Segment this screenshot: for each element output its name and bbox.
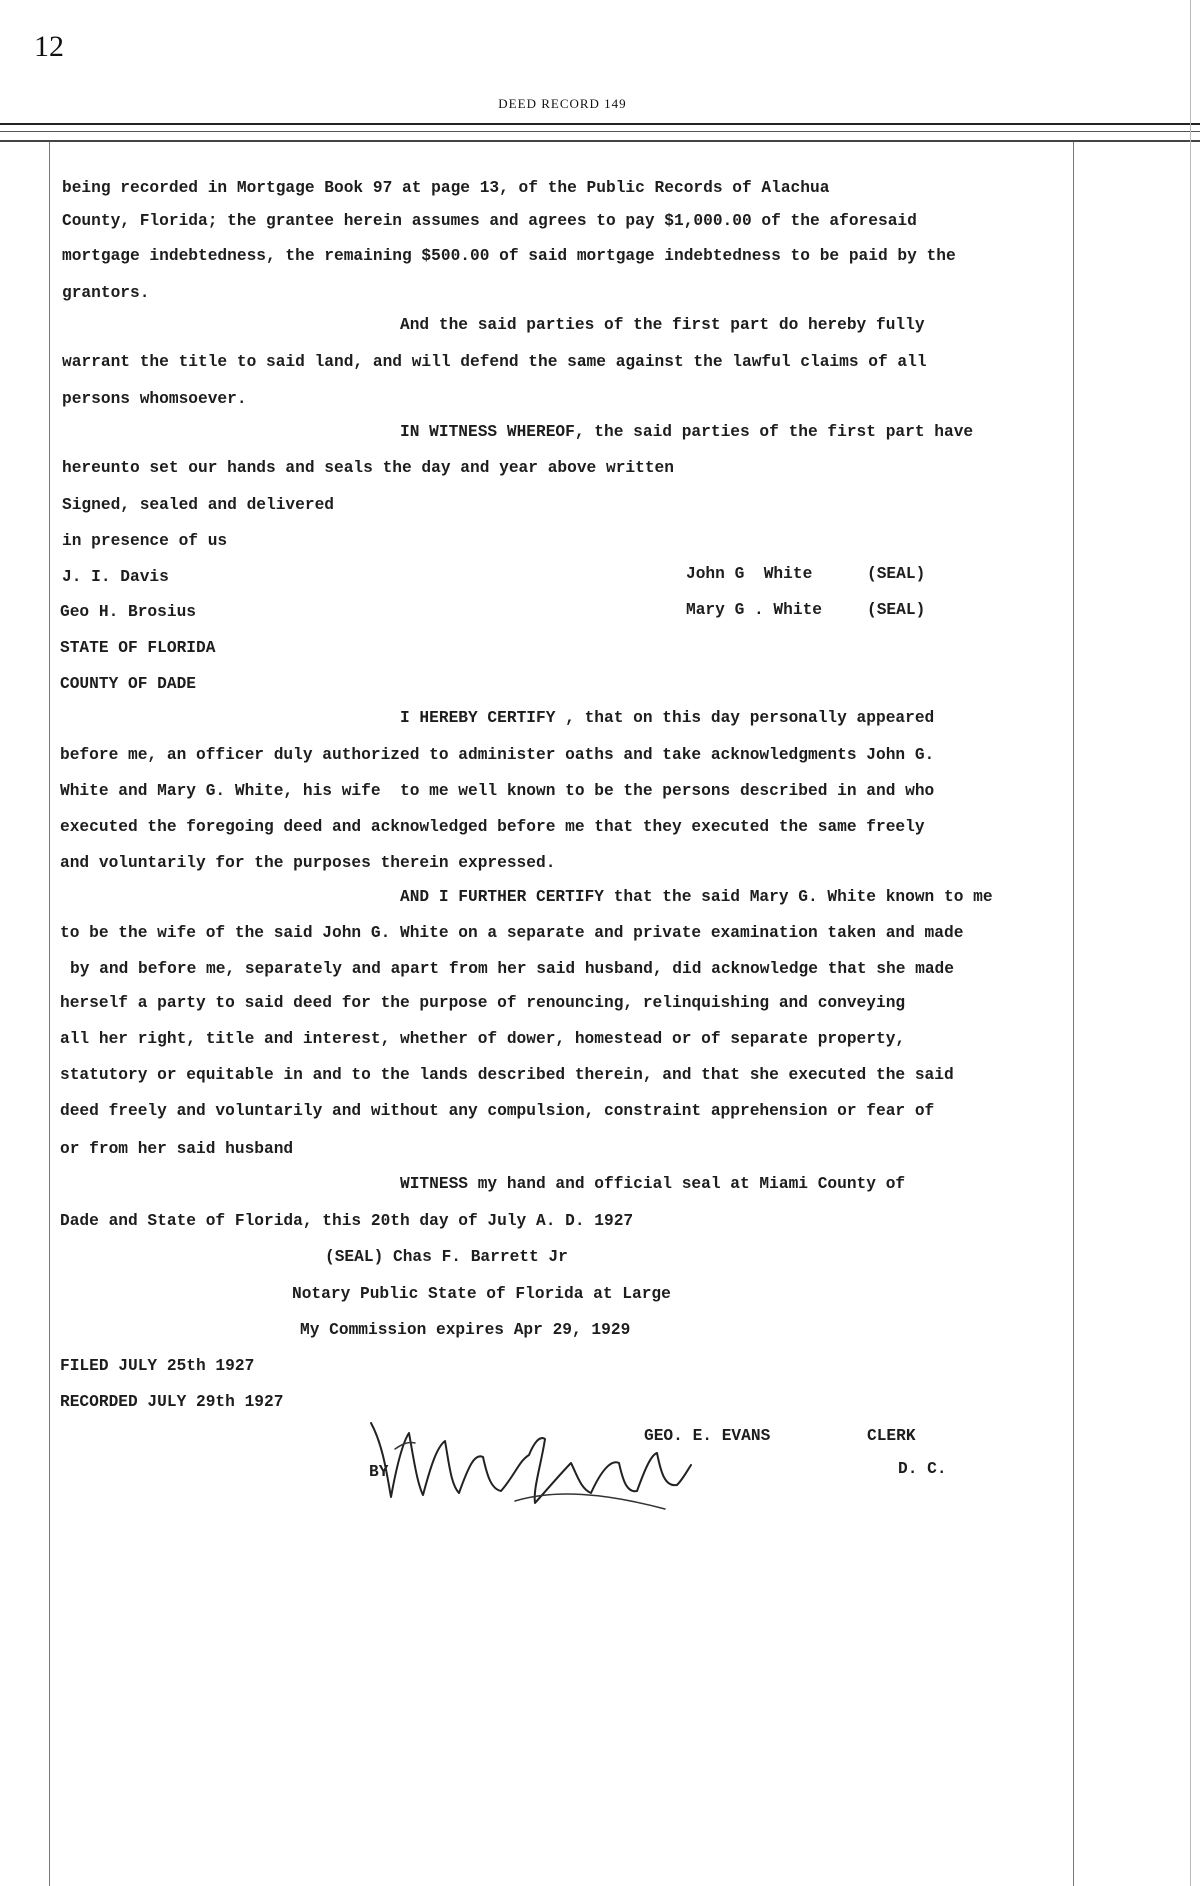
clerk-title: CLERK <box>867 1427 916 1445</box>
margin-line-left <box>49 142 50 1886</box>
text-line: herself a party to said deed for the purpose of renouncing, relinquishing and conveying <box>60 994 906 1012</box>
notary-seal-line: (SEAL) Chas F. Barrett Jr <box>325 1248 568 1266</box>
witness-name: Geo H. Brosius <box>60 603 196 621</box>
by-label: BY <box>369 1463 389 1481</box>
text-line: mortgage indebtedness, the remaining $500.00 of said mortgage indebtedness to be paid by the <box>62 247 956 265</box>
text-line: in presence of us <box>62 532 228 550</box>
text-line: White and Mary G. White, his wife to me well known to be the persons described in and who <box>60 782 935 800</box>
recorded-date: RECORDED JULY 29th 1927 <box>60 1393 284 1411</box>
text-line: Signed, sealed and delivered <box>62 496 334 514</box>
clerk-name: GEO. E. EVANS <box>644 1427 771 1445</box>
text-line: IN WITNESS WHEREOF, the said parties of the first part have <box>400 423 974 441</box>
text-line: County, Florida; the grantee herein assumes and agrees to pay $1,000.00 of the aforesaid <box>62 212 917 230</box>
notary-commission-line: My Commission expires Apr 29, 1929 <box>300 1321 631 1339</box>
witness-name: J. I. Davis <box>62 568 169 586</box>
text-line: before me, an officer duly authorized to administer oaths and take acknowledgments John G. <box>60 746 935 764</box>
text-line: Dade and State of Florida, this 20th day of July A. D. 1927 <box>60 1212 634 1230</box>
filed-date: FILED JULY 25th 1927 <box>60 1357 255 1375</box>
text-line: COUNTY OF DADE <box>60 675 196 693</box>
signer-name: John G White <box>686 565 813 583</box>
text-line: or from her said husband <box>60 1140 294 1158</box>
margin-line-right <box>1073 142 1074 1886</box>
text-line: deed freely and voluntarily and without any compulsion, constraint apprehension or fear of <box>60 1102 935 1120</box>
text-line: and voluntarily for the purposes therein expressed. <box>60 854 556 872</box>
text-line: WITNESS my hand and official seal at Miami County of <box>400 1175 906 1193</box>
signer-name: Mary G . White <box>686 601 822 619</box>
header-rule <box>0 131 1200 132</box>
text-line: persons whomsoever. <box>62 390 247 408</box>
text-line: warrant the title to said land, and will defend the same against the lawful claims of all <box>62 353 927 371</box>
deputy-clerk-label: D. C. <box>898 1460 947 1478</box>
text-line: AND I FURTHER CERTIFY that the said Mary G. White known to me <box>400 888 993 906</box>
text-line: executed the foregoing deed and acknowledged before me that they executed the same freely <box>60 818 925 836</box>
text-line: to be the wife of the said John G. White on a separate and private examination taken and made <box>60 924 964 942</box>
signer-seal: (SEAL) <box>867 601 926 619</box>
page-number: 12 <box>34 30 64 63</box>
deputy-signature-icon <box>365 1405 695 1515</box>
page-edge-line <box>1190 0 1191 1886</box>
notary-title-line: Notary Public State of Florida at Large <box>292 1285 671 1303</box>
header-rule <box>0 140 1200 142</box>
text-line: statutory or equitable in and to the lands described therein, and that she executed the said <box>60 1066 954 1084</box>
text-line: all her right, title and interest, whether of dower, homestead or of separate property, <box>60 1030 906 1048</box>
text-line: by and before me, separately and apart from her said husband, did acknowledge that she made <box>70 960 954 978</box>
signer-seal: (SEAL) <box>867 565 926 583</box>
text-line: STATE OF FLORIDA <box>60 639 216 657</box>
text-line: And the said parties of the first part do hereby fully <box>400 316 925 334</box>
text-line: I HEREBY CERTIFY , that on this day personally appeared <box>400 709 935 727</box>
page-header-title: DEED RECORD 149 <box>498 96 627 111</box>
text-line: being recorded in Mortgage Book 97 at page 13, of the Public Records of Alachua <box>62 179 830 197</box>
header-rule <box>0 123 1200 125</box>
text-line: grantors. <box>62 284 150 302</box>
text-line: hereunto set our hands and seals the day and year above written <box>62 459 674 477</box>
